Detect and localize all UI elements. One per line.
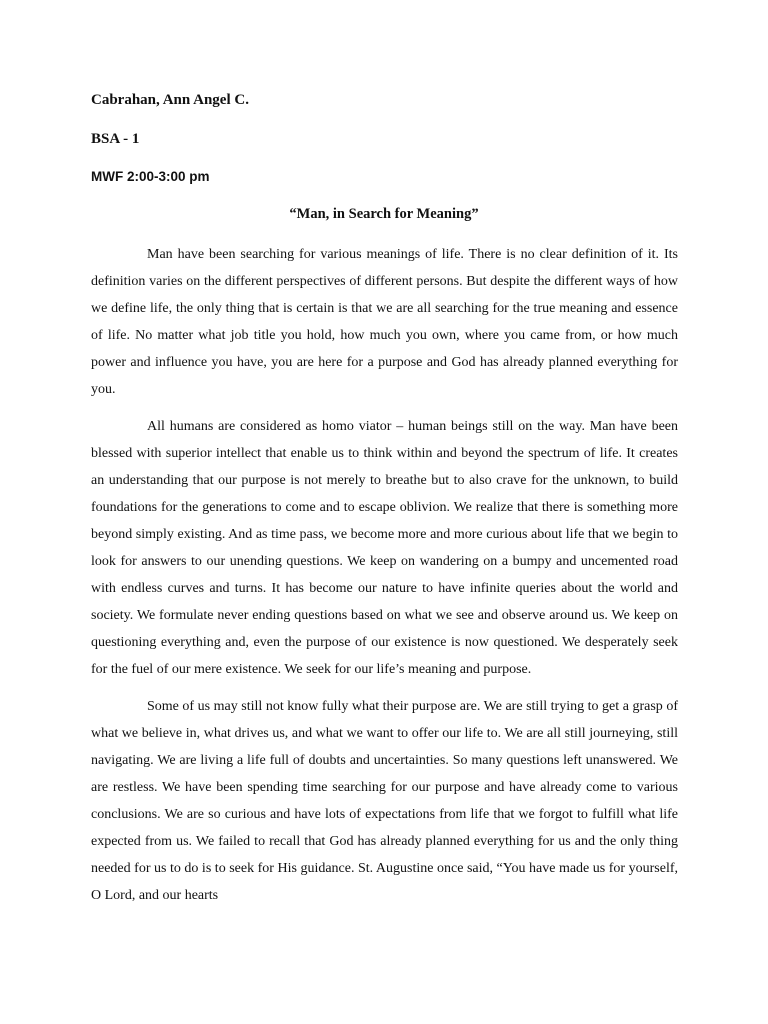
paragraph-2: All humans are considered as homo viator – human beings still on the way. Man have been blessed with superior intellect that enable us to think within and beyond the spectrum of life. It creates an understanding that our purpose is not merely to breathe but to also crave for the unknown, to build foundations for the generations to come and to escape oblivion. We realize that there is something more beyond simply existing. And as time pass, we become more and more curious about life that we begin to look for answers to our unending questions. We keep on wandering on a bumpy and uncemented road with endless curves and turns. It has become our nature to have infinite queries about the world and society. We formulate never ending questions based on what we see and observe around us. We keep on questioning everything and, even the purpose of our existence is now questioned. We desperately seek for the fuel of our mere existence. We seek for our life’s meaning and purpose. — [91, 419, 678, 677]
course-code: BSA - 1 — [91, 131, 140, 147]
paragraph-3: Some of us may still not know fully what their purpose are. We are still trying to get a grasp of what we believe in, what drives us, and what we want to offer our life to. We are all still journeying, still navigating. We are living a life full of doubts and uncertainties. So many questions left unanswered. We are restless. We have been spending time searching for our purpose and have already come to various conclusions. We are so curious and have lots of expectations from life that we forgot to fulfill what life expected from us. We failed to recall that God has already planned everything for us and the only thing needed for us to do is to seek for His guidance. St. Augustine once said, “You have made us for yourself, O Lord, and our hearts — [91, 699, 678, 903]
class-schedule: MWF 2:00-3:00 pm — [91, 169, 210, 184]
essay-title: “Man, in Search for Meaning” — [289, 206, 479, 222]
essay-body — [91, 241, 678, 919]
paragraph-1: Man have been searching for various meanings of life. There is no clear definition of it. Its definition varies on the different perspectives of different persons. But despite the different ways of how we define life, the only thing that is certain is that we are all searching for the true meaning and essence of life. No matter what job title you hold, how much you own, where you came from, or how much power and influence you have, you are here for a purpose and God has already planned everything for you. — [91, 247, 678, 397]
author-name: Cabrahan, Ann Angel C. — [91, 92, 249, 108]
